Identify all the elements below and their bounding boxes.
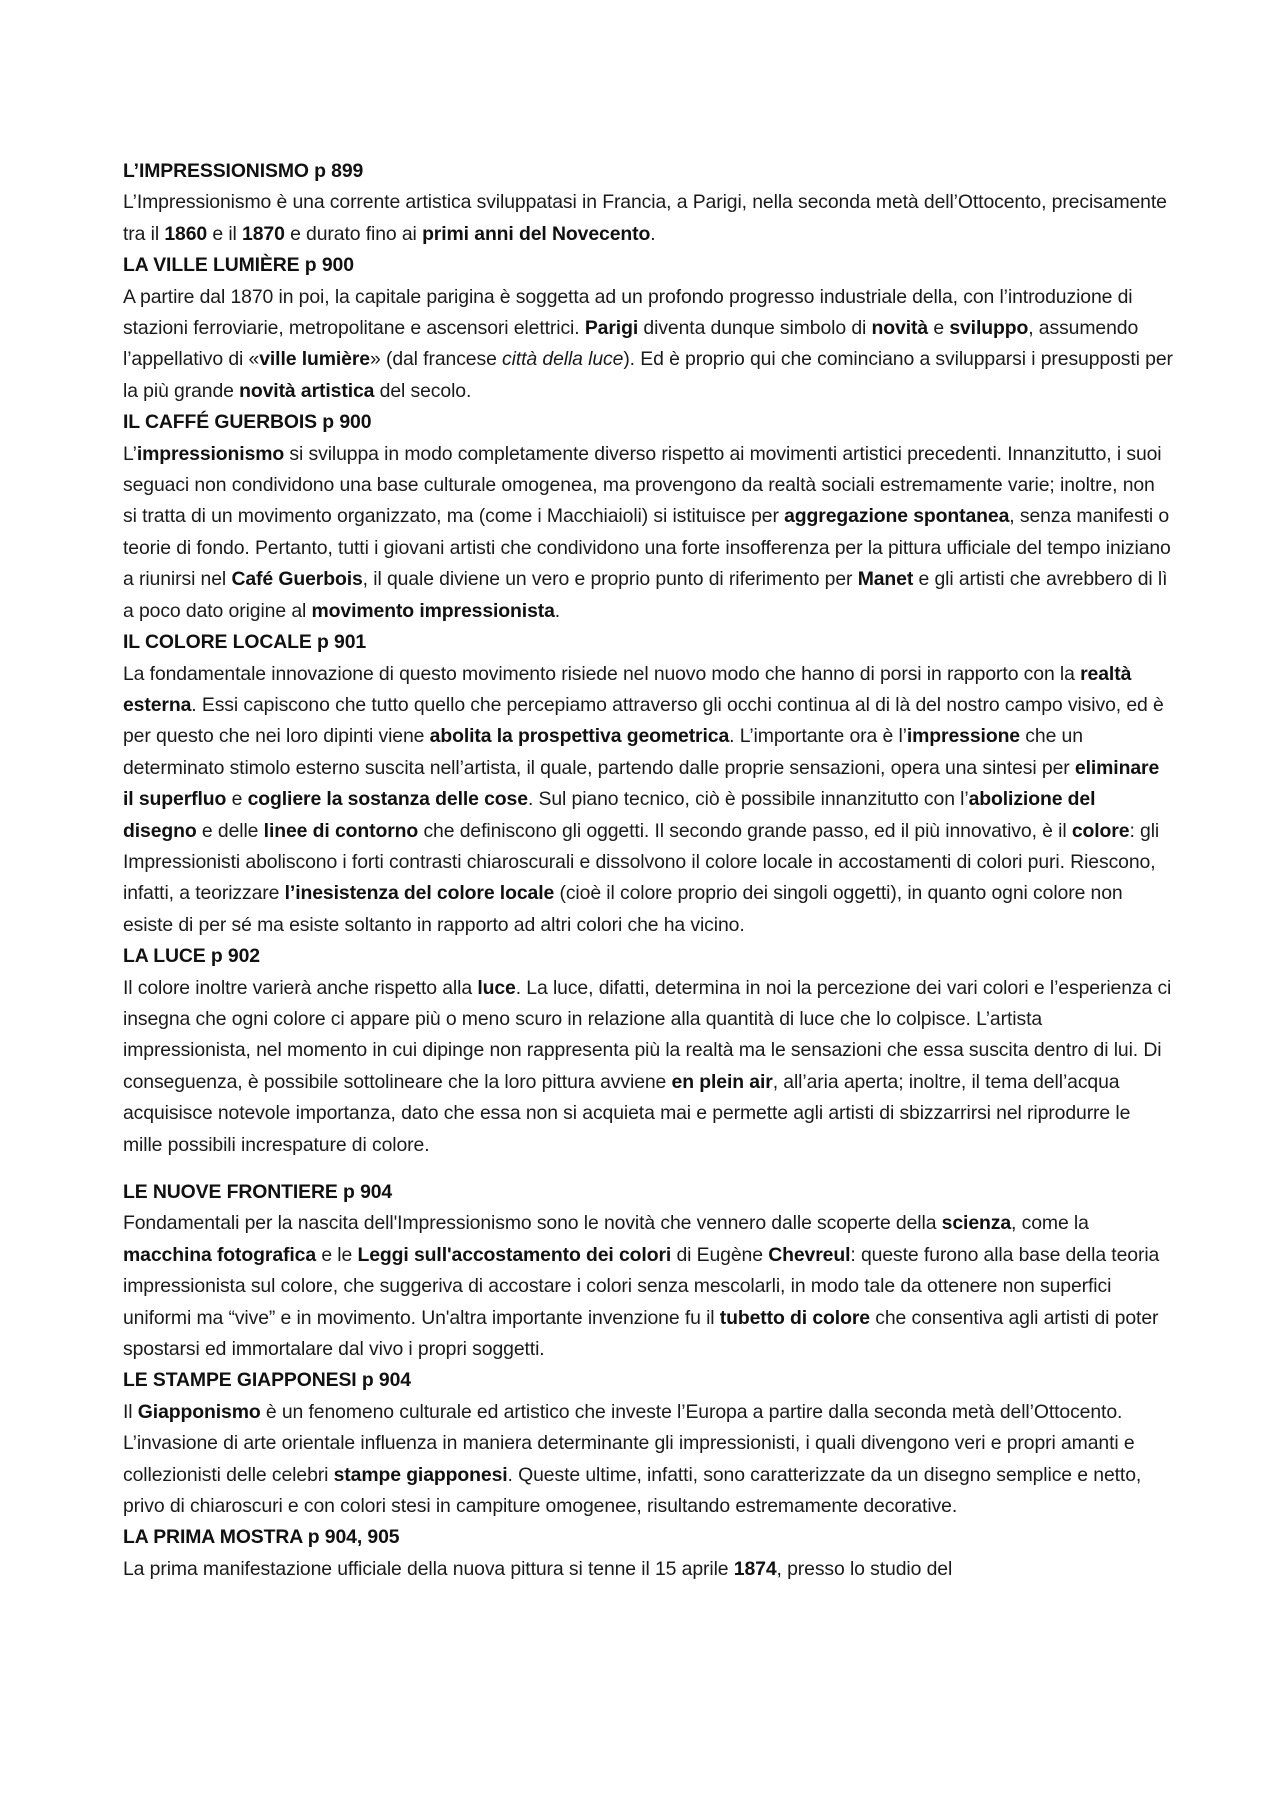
bold-text: aggregazione spontanea — [784, 505, 1010, 528]
text-run: . L’importante ora è l’ — [729, 725, 907, 748]
bold-text: Manet — [857, 568, 914, 591]
text-run: . Essi capiscono che tutto quello che percepiamo attraverso gli occhi continua al di là del nostro campo visivo, ed è per questo che nei loro dipinti viene — [123, 693, 1164, 748]
text-run: Fondamentali per la nascita dell'Impressionismo sono le novità che vennero dalle scoperte della — [123, 1212, 942, 1235]
text-run: . — [554, 599, 561, 622]
section — [123, 1365, 1173, 1522]
bold-text: 1870 — [242, 222, 285, 245]
section — [123, 1522, 1173, 1585]
bold-text: macchina fotografica — [123, 1243, 317, 1266]
bold-text: movimento impressionista — [311, 599, 555, 622]
text-run: è un fenomeno culturale ed artistico che investe l’Europa a partire dalla seconda metà dell’Ottocento. L’invasione di arte orientale influenza in maniera determinante gli impressionisti, i quali divengono veri e propri amanti e collezionisti delle celebri — [123, 1400, 1135, 1486]
text-run: , senza manifesti o teorie di fondo. Pertanto, tutti i giovani artisti che condividono una forte insofferenza per la pittura ufficiale del tempo iniziano a riunirsi nel — [123, 505, 1171, 591]
text-run: e durato fino ai — [284, 222, 423, 245]
text-run: che consentiva agli artisti di poter spostarsi ed immortalare dal vivo i propri soggetti. — [123, 1306, 1159, 1361]
section — [123, 156, 1173, 250]
bold-text: realtà esterna — [123, 662, 1132, 716]
bold-text: ville lumière — [259, 348, 370, 371]
text-run: e — [226, 788, 248, 811]
section-heading: IL COLORE LOCALE p 901 — [123, 631, 367, 654]
bold-text: 1874 — [733, 1557, 777, 1580]
italic-text: città della luce — [502, 348, 624, 371]
paragraph-spacer — [123, 1161, 1173, 1177]
text-run: » (dal francese — [369, 348, 503, 371]
section-paragraph — [123, 659, 1173, 942]
bold-text: abolizione del disegno — [123, 788, 1096, 842]
text-run: di Eugène — [671, 1243, 769, 1266]
text-run: . La luce, difatti, determina in noi la percezione dei vari colori e l’esperienza ci insegna che ogni colore ci appare più o meno scuro in relazione alla quantità di luce che lo colpisce. L’artista impressionista, nel momento in cui dipinge non rappresenta più la realtà ma le sensazioni che essa suscita dentro di lui. Di conseguenza, è possibile sottolineare che la loro pittura avviene — [123, 976, 1172, 1093]
bold-text: scienza — [941, 1212, 1012, 1235]
bold-text: Giapponismo — [137, 1400, 261, 1423]
text-run: , assumendo l’appellativo di « — [123, 317, 1139, 371]
text-run: Il colore inoltre varierà anche rispetto alla — [123, 976, 478, 999]
text-run: L’Impressionismo è una corrente artistica sviluppatasi in Francia, a Parigi, nella seconda metà dell’Ottocento, precisamente tra il — [123, 191, 1167, 245]
bold-text: luce — [477, 976, 516, 999]
bold-text: linee di contorno — [263, 819, 419, 842]
text-run: La fondamentale innovazione di questo movimento risiede nel nuovo modo che hanno di porsi in rapporto con la — [123, 662, 1081, 685]
section-heading: LE NUOVE FRONTIERE p 904 — [123, 1181, 393, 1203]
section-paragraph — [123, 282, 1173, 408]
bold-text: 1860 — [164, 222, 208, 245]
text-run: . Sul piano tecnico, ciò è possibile innanzitutto con l’ — [527, 788, 969, 811]
text-run: e gli artisti che avrebbero di lì a poco dato origine al — [123, 568, 1168, 622]
section — [123, 250, 1173, 407]
bold-text: l’inesistenza del colore locale — [284, 882, 555, 905]
section-paragraph — [123, 1397, 1173, 1523]
bold-text: novità — [871, 317, 929, 340]
text-run: , come la — [1011, 1212, 1089, 1235]
section — [123, 407, 1173, 627]
bold-text: impressione — [906, 725, 1020, 748]
bold-text: en plein air — [671, 1070, 773, 1093]
bold-text: stampe giapponesi — [333, 1463, 508, 1486]
section-paragraph — [123, 1208, 1173, 1365]
text-run: L’ — [123, 442, 137, 465]
section-paragraph — [123, 973, 1173, 1161]
bold-text: Parigi — [584, 317, 639, 340]
text-run: che un determinato stimolo esterno suscita nell’artista, il quale, partendo dalle proprie sensazioni, opera una sintesi per — [123, 725, 1083, 779]
section-heading: IL CAFFÉ GUERBOIS p 900 — [123, 411, 372, 434]
section — [123, 627, 1173, 941]
bold-text: sviluppo — [949, 317, 1029, 340]
bold-text: Chevreul — [768, 1243, 851, 1266]
bold-text: Leggi sull'accostamento dei colori — [357, 1243, 672, 1266]
bold-text: Café Guerbois — [231, 568, 363, 591]
text-run: ). Ed è proprio qui che cominciano a svilupparsi i presupposti per la più grande — [123, 348, 1173, 402]
text-run: , all’aria aperta; inoltre, il tema dell’acqua acquisisce notevole importanza, dato che essa non si acquieta mai e permette agli artisti di sbizzarrirsi nel riprodurre le mille possibili increspature di colore. — [123, 1070, 1131, 1156]
text-run: e delle — [196, 819, 264, 842]
bold-text: primi anni del Novecento — [422, 222, 651, 245]
section-paragraph — [123, 187, 1173, 250]
section — [123, 1177, 1173, 1365]
section-heading: LA LUCE p 902 — [123, 945, 260, 968]
text-run: , il quale diviene un vero e proprio punto di riferimento per — [362, 568, 858, 591]
bold-text: impressionismo — [136, 442, 285, 465]
text-run: La prima manifestazione ufficiale della nuova pittura si tenne il 15 aprile — [123, 1557, 734, 1580]
bold-text: eliminare il superfluo — [123, 756, 1160, 811]
bold-text: novità artistica — [239, 379, 375, 402]
text-run: : queste furono alla base della teoria impressionista sul colore, che suggeriva di accostare i colori senza mescolarli, in modo tale da ottenere non superfici uniformi ma “vive” e in movimento. Un'altra importante invenzione fu il — [123, 1243, 1160, 1329]
text-run: : gli Impressionisti aboliscono i forti contrasti chiaroscurali e dissolvono il colore locale in accostamenti di colori puri. Riescono, infatti, a teorizzare — [123, 819, 1160, 905]
section-heading: LA VILLE LUMIÈRE p 900 — [123, 254, 354, 277]
bold-text: abolita la prospettiva geometrica — [429, 725, 730, 748]
section — [123, 941, 1173, 1177]
text-run: (cioè il colore proprio dei singoli oggetti), in quanto ogni colore non esiste di per sé ma esiste soltanto in rapporto ad altri colori che ha vicino. — [123, 882, 1123, 936]
bold-text: tubetto di colore — [719, 1306, 870, 1329]
text-run: A partire dal 1870 in poi, la capitale parigina è soggetta ad un profondo progresso industriale della, con l’introduzione di stazioni ferroviarie, metropolitane e ascensori elettrici. — [123, 285, 1133, 340]
text-run: Il — [123, 1400, 138, 1423]
text-run: diventa dunque simbolo di — [638, 317, 872, 340]
text-run: e il — [207, 222, 243, 245]
text-run: e le — [316, 1243, 358, 1266]
section-heading: LE STAMPE GIAPPONESI p 904 — [123, 1369, 411, 1392]
section-heading: LA PRIMA MOSTRA p 904, 905 — [123, 1526, 400, 1549]
text-run: . — [650, 222, 656, 245]
text-run: , presso lo studio del — [776, 1557, 953, 1580]
document-page — [123, 156, 1173, 1585]
bold-text: cogliere la sostanza delle cose — [247, 788, 528, 811]
text-run: . Queste ultime, infatti, sono caratterizzate da un disegno semplice e netto, privo di chiaroscuri e con colori stesi in campiture omogenee, risultando estremamente decorative. — [123, 1463, 1142, 1518]
text-run: del secolo. — [374, 379, 472, 402]
section-paragraph — [123, 439, 1173, 627]
text-run: si sviluppa in modo completamente diverso rispetto ai movimenti artistici precedenti. Innanzitutto, i suoi seguaci non condividono una base culturale omogenea, ma provengono da realtà sociali estremamente varie; inoltre, non si tratta di un movimento organizzato, ma (come i Macchiaioli) si istituisce per — [123, 442, 1162, 528]
text-run: e — [928, 317, 950, 340]
text-run: che definiscono gli oggetti. Il secondo grande passo, ed il più innovativo, è il — [418, 819, 1072, 842]
section-paragraph — [123, 1554, 1173, 1585]
section-heading: L’IMPRESSIONISMO p 899 — [123, 160, 364, 182]
bold-text: colore — [1071, 819, 1130, 842]
